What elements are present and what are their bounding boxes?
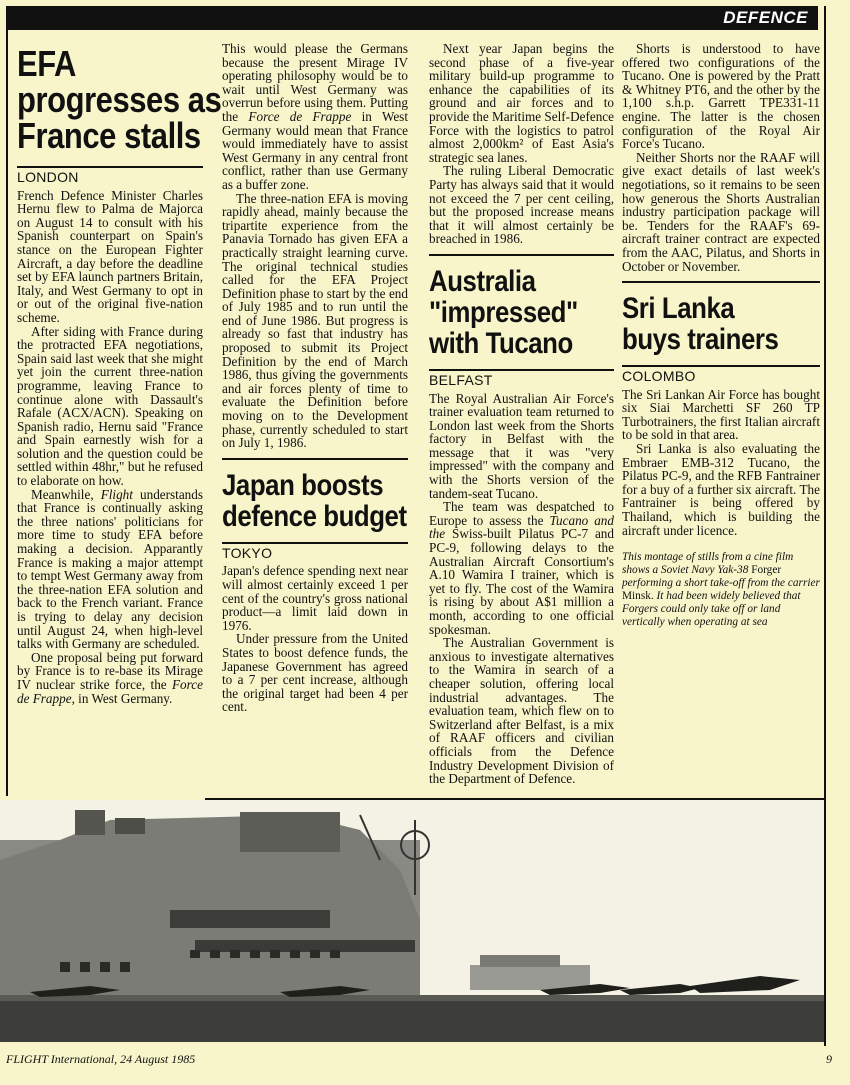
footer-publication: FLIGHT International, 24 August 1985 [6,1052,196,1066]
left-border-line [6,6,8,796]
srilanka-headline-line-2: buys trainers [622,323,779,357]
efa-paragraph-1: French Defence Minister Charles Hernu flew to Palma de Majorca on August 14 to consult with his Spanish counterpart on Spain's stance on the European Fighter Aircraft, a day before the deadline set by EFA launch partners Britain, Italy, and West Germany to opt in or out of the original five-nation scheme. [17,187,203,325]
photo-caption [622,551,820,629]
australia-p2-text-a: The team was despatched to Europe to assess the [429,499,614,528]
japan-headline-line-1: Japan boosts [222,468,384,502]
column-rule [222,458,408,460]
srilanka-dateline: COLOMBO [622,365,820,384]
section-title: DEFENCE [723,8,808,27]
efa-p4-text-a: One proposal being put forward by France is to re-base its Mirage IV nuclear strike force, the [17,649,203,692]
australia-headline [429,266,588,359]
caption-minsk: Minsk. [622,590,654,603]
japan-paragraph-2: Under pressure from the United States to boost defence funds, the Japanese Government has agreed to a 7 per cent increase, although the original target had been 4 per cent. [222,631,408,715]
srilanka-paragraph-2: Sri Lanka is also evaluating the Embraer EMB-312 Tucano, the Pilatus PC-9, and the RFB Fantrainer for a buy of a further six aircraft. The Fantrainer is being offered by Thailand, which is building the aircraft under licence. [622,441,820,538]
japan-headline [222,468,407,533]
column-3 [429,42,614,786]
australia-paragraph-5: Neither Shorts nor the RAAF will give exact details of last week's negotiations, so it remains to be seen how generous the Shorts Australian industry participation package will be. Tenders for the RAAF's 69-aircraft trainer contract are expected from the AAC, Pilatus, and Shorts in October or November. [622,149,820,274]
efa-p5-text-b: in West Germany would mean that France would immediately have to assist West Germany in any central front conflict, rather than use Germany as a buffer zone. [222,108,408,192]
caption-text-b: performing a short take-off from the carrier [622,577,820,590]
japan-dateline: TOKYO [222,542,408,561]
efa-paragraph-6: The three-nation EFA is moving rapidly ahead, mainly because the tripartite experience from the Panavia Tornado has given EFA a practically straight learning curve. The original technical studies called for the EFA Project Definition phase to start by the end of July 1985 and to run until the end of June 1986. But progress is already so fast that industry has proposed to submit its Project Definition by the end of March 1986, thus giving the governments and air forces plenty of time to evaluate the Definition before moving on to the Development phase, currently scheduled to start on July 1, 1986. [222,190,408,451]
column-rule-2 [429,254,614,256]
efa-paragraph-5 [222,42,408,192]
efa-headline [17,43,222,156]
efa-dateline: LONDON [17,166,203,185]
efa-headline-line-2: progresses as [17,79,222,120]
australia-p2-text-b: Swiss-built Pilatus PC-7 and PC-9, following delays to the Australian Aircraft Consortium's A.10 Wamira I trainer, which is yet to fly. The cost of the Wamira is rising by about A$1 million a month, according to one official spokesman. [429,526,614,637]
section-header-bar [6,6,818,30]
efa-paragraph-3 [17,488,203,651]
right-border-line [824,6,826,1046]
srilanka-paragraph-1: The Sri Lankan Air Force has bought six Siai Marchetti SF 260 TP Turbotrainers, the first Italian aircraft to be sold in that area. [622,386,820,443]
japan-paragraph-3: Next year Japan begins the second phase of a five-year military build-up programme to enhance the capabilities of its ground and air forces and to provide the Maritime Self-Defence Force with the logistics to patrol almost 2,000km² of East Asia's strategic sea lanes. [429,41,614,165]
australia-headline-line-2: "impressed" [429,295,578,329]
efa-p4-text-b: , in West Germany. [71,690,173,706]
australia-dateline: BELFAST [429,369,614,388]
australia-paragraph-2 [429,500,614,636]
carrier-photo [0,800,824,1042]
caption-text-c: It had been widely believed that Forgers could only take off or land vertically when operating at sea [622,590,801,629]
australia-headline-line-3: with Tucano [429,326,573,360]
caption-forger: Forger [751,564,782,577]
column-rule-3 [622,281,820,283]
column-4 [622,42,820,629]
footer-page-number: 9 [826,1052,832,1066]
efa-p3-text-a: Meanwhile, [31,486,101,502]
srilanka-headline [622,293,792,355]
efa-headline-line-1: EFA [17,43,76,84]
efa-paragraph-4 [17,651,203,705]
carrier-illustration [0,800,824,1042]
srilanka-headline-line-1: Sri Lanka [622,292,735,326]
force-de-frappe-italic: Force de Frappe [17,676,203,706]
column-2 [222,42,408,714]
flight-italic: Flight [100,486,133,502]
column-1 [17,43,222,706]
australia-headline-line-1: Australia [429,264,536,298]
australia-paragraph-4: Shorts is understood to have offered two configurations of the Tucano. One is powered by the Pratt & Whitney PT6, and the other by the 1,100 s.h.p. Garrett TPE331-11 engine. The latter is the chosen configuration of the Royal Air Force's Tucano. [622,41,820,152]
australia-paragraph-3: The Australian Government is anxious to investigate alternatives to the Wamira in search of a cheaper solution, offering local industrial advantages. The evaluation team, which flew on to Switzerland after Belfast, is a mix of RAAF officers and civilian officials from the Defence Industry Development Division of the Department of Defence. [429,635,614,787]
caption-text-a: This montage of stills from a cine film shows a Soviet Navy Yak-38 [622,551,794,577]
japan-headline-line-2: defence budget [222,499,407,533]
efa-paragraph-2: After siding with France during the protracted EFA negotiations, Spain said last week that she might yet join the current three-nation programme, leaving France to continue alone with Dassault's Rafale (ACX/ACN). Speaking on Spanish radio, Hernu said "France and Spain earnestly wish for a solution and the question could be settled within 48hr," but he refused to elaborate on how. [17,323,203,489]
australia-paragraph-1: The Royal Australian Air Force's trainer evaluation team returned to London last week from the Shorts factory in Belfast with the message that it was "very impressed" with the company and with the Shorts version of the tandem-seat Tucano. [429,390,614,501]
tucano-italic: Tucano and the [429,512,614,542]
japan-paragraph-4: The ruling Liberal Democratic Party has always said that it would not exceed the 7 per cent ceiling, but the proposed increase means that it will almost certainly be breached in 1986. [429,163,614,247]
japan-paragraph-1: Japan's defence spending next near will almost certainly exceed 1 per cent of the country's gross national product—a limit laid down in 1976. [222,563,408,633]
force-de-frappe-italic-2: Force de Frappe [248,108,352,124]
efa-p3-text-b: understands that France is continually asking the three nations' politicians for more time to study EFA before making a decision. Apparantly France is making a major attempt to tempt West Germany away from the three-nation EFA solution and back to the French variant. France is trying to delay any decision until August 24, when high-level talks with Germany are scheduled. [17,486,203,652]
efa-headline-line-3: France stalls [17,115,201,156]
efa-p5-text-a: This would please the Germans because the present Mirage IV operating philosophy would be to wait until West Germany was overrun before using them. Putting the [222,41,408,124]
